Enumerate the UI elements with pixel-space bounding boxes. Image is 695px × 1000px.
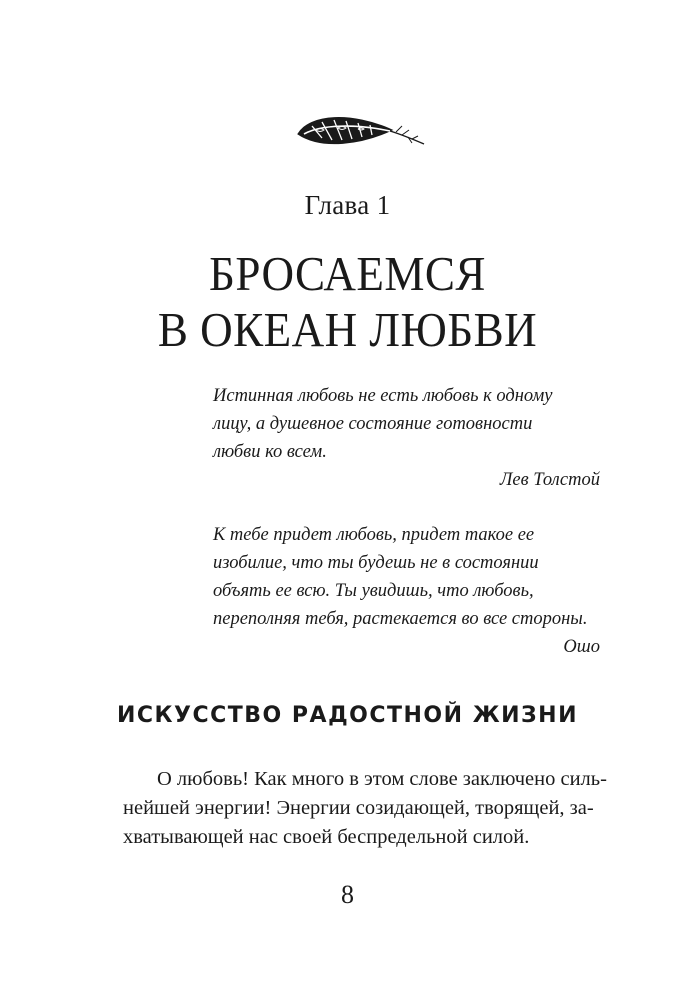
chapter-title-line: БРОСАЕМСЯ bbox=[209, 246, 486, 301]
epigraph-author: Лев Толстой bbox=[499, 470, 600, 490]
chapter-title bbox=[28, 246, 667, 358]
epigraph-line: Истинная любовь не есть любовь к одному bbox=[213, 386, 553, 406]
page-number: 8 bbox=[341, 880, 354, 909]
epigraph-line: лицу, а душевное состояние готовности bbox=[213, 414, 533, 434]
epigraph-line: любви ко всем. bbox=[213, 442, 327, 462]
epigraph-line: объять ее всю. Ты увидишь, что любовь, bbox=[213, 581, 534, 601]
feather-icon bbox=[292, 104, 432, 164]
paragraph-line: нейшей энергии! Энергии созидающей, творящей, за- bbox=[123, 797, 594, 819]
epigraph-line: К тебе придет любовь, придет такое ее bbox=[213, 525, 535, 545]
epigraph-line: переполняя тебя, растекается во все стороны. bbox=[213, 609, 588, 629]
paragraph-line: хватывающей нас своей беспредельной силой. bbox=[123, 826, 530, 848]
chapter-title-line: В ОКЕАН ЛЮБВИ bbox=[157, 302, 538, 357]
epigraph-author: Ошо bbox=[563, 637, 600, 657]
body-paragraph bbox=[123, 765, 607, 852]
epigraph-line: изобилие, что ты будешь не в состоянии bbox=[213, 553, 539, 573]
paragraph-line: О любовь! Как много в этом слове заключено силь- bbox=[157, 768, 607, 790]
chapter-label: Глава 1 bbox=[304, 190, 391, 220]
epigraph-osho bbox=[213, 521, 600, 661]
epigraph-tolstoy bbox=[213, 382, 600, 494]
section-heading: ИСКУССТВО РАДОСТНОЙ ЖИЗНИ bbox=[116, 703, 578, 728]
